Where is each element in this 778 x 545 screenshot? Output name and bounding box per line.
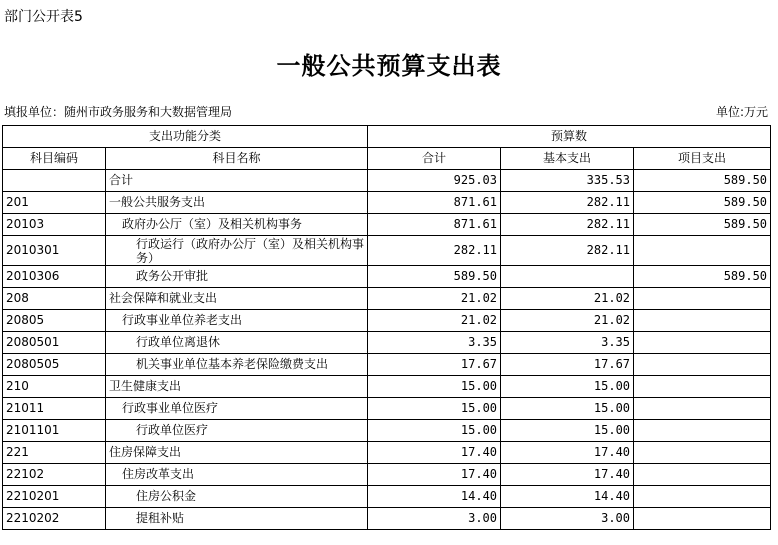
row-project: 589.50: [634, 192, 771, 214]
row-project: [634, 236, 771, 266]
table-row: [3, 214, 771, 236]
row-total: 17.40: [368, 464, 501, 486]
row-total: 15.00: [368, 420, 501, 442]
row-basic: 15.00: [501, 376, 634, 398]
row-total: 17.67: [368, 354, 501, 376]
row-name: 住房保障支出: [106, 442, 368, 464]
row-basic: 21.02: [501, 288, 634, 310]
row-name: 卫生健康支出: [106, 376, 368, 398]
row-name: 行政单位离退休: [106, 332, 368, 354]
row-code: 2210201: [3, 486, 106, 508]
row-basic: 17.67: [501, 354, 634, 376]
table-row: [3, 236, 771, 266]
header-code: 科目编码: [3, 148, 106, 170]
row-name: 一般公共服务支出: [106, 192, 368, 214]
row-project: [634, 354, 771, 376]
row-basic: 3.00: [501, 508, 634, 530]
table-row: [3, 288, 771, 310]
row-name: 机关事业单位基本养老保险缴费支出: [106, 354, 368, 376]
row-code: 2210202: [3, 508, 106, 530]
row-name: 合计: [106, 170, 368, 192]
header-name: 科目名称: [106, 148, 368, 170]
row-basic: 14.40: [501, 486, 634, 508]
row-basic: 282.11: [501, 214, 634, 236]
header-function-group: 支出功能分类: [3, 126, 368, 148]
header-budget-group: 预算数: [368, 126, 771, 148]
row-total: 15.00: [368, 376, 501, 398]
row-code: 210: [3, 376, 106, 398]
row-name: 政务公开审批: [106, 266, 368, 288]
row-name: 政府办公厅（室）及相关机构事务: [106, 214, 368, 236]
row-project: 589.50: [634, 266, 771, 288]
row-project: 589.50: [634, 170, 771, 192]
row-code: 208: [3, 288, 106, 310]
row-total: 21.02: [368, 310, 501, 332]
row-name: 行政运行（政府办公厅（室）及相关机构事务）: [106, 236, 368, 266]
row-name: 提租补贴: [106, 508, 368, 530]
row-code: 20805: [3, 310, 106, 332]
table-row: [3, 354, 771, 376]
currency-unit: 单位:万元: [715, 105, 768, 119]
table-row: [3, 486, 771, 508]
page-title: 一般公共预算支出表: [276, 51, 502, 80]
row-total: 871.61: [368, 214, 501, 236]
row-code: 2080505: [3, 354, 106, 376]
table-body: [3, 170, 771, 530]
row-project: [634, 420, 771, 442]
row-project: [634, 310, 771, 332]
row-code: 22102: [3, 464, 106, 486]
row-code: 21011: [3, 398, 106, 420]
row-code: 2010301: [3, 236, 106, 266]
row-project: [634, 442, 771, 464]
row-code: 221: [3, 442, 106, 464]
table-row: [3, 464, 771, 486]
row-total: 17.40: [368, 442, 501, 464]
row-project: [634, 288, 771, 310]
row-total: 871.61: [368, 192, 501, 214]
row-basic: 282.11: [501, 192, 634, 214]
row-total: 21.02: [368, 288, 501, 310]
header-project: 项目支出: [634, 148, 771, 170]
header-basic: 基本支出: [501, 148, 634, 170]
unit-info-row: [4, 103, 768, 120]
row-total: 3.35: [368, 332, 501, 354]
row-project: [634, 332, 771, 354]
row-code: 201: [3, 192, 106, 214]
row-project: [634, 376, 771, 398]
budget-table: [2, 125, 771, 530]
sheet-label: 部门公开表5: [4, 9, 83, 25]
row-basic: 17.40: [501, 442, 634, 464]
table-row: [3, 266, 771, 288]
row-name: 住房改革支出: [106, 464, 368, 486]
row-code: 2101101: [3, 420, 106, 442]
row-total: 14.40: [368, 486, 501, 508]
row-basic: 3.35: [501, 332, 634, 354]
row-total: 282.11: [368, 236, 501, 266]
row-basic: 335.53: [501, 170, 634, 192]
row-name: 行政事业单位养老支出: [106, 310, 368, 332]
row-total: 589.50: [368, 266, 501, 288]
row-code: [3, 170, 106, 192]
table-row: [3, 442, 771, 464]
table-row: [3, 332, 771, 354]
row-total: 925.03: [368, 170, 501, 192]
row-basic: 21.02: [501, 310, 634, 332]
row-code: 20103: [3, 214, 106, 236]
header-column-row: [3, 148, 771, 170]
table-row: [3, 376, 771, 398]
row-project: [634, 508, 771, 530]
header-group-row: [3, 126, 771, 148]
table-row: [3, 310, 771, 332]
table-row: [3, 420, 771, 442]
row-name: 住房公积金: [106, 486, 368, 508]
table-row: [3, 508, 771, 530]
table-row: [3, 398, 771, 420]
row-total: 15.00: [368, 398, 501, 420]
row-basic: 15.00: [501, 398, 634, 420]
row-name: 行政单位医疗: [106, 420, 368, 442]
row-basic: 15.00: [501, 420, 634, 442]
row-basic: 17.40: [501, 464, 634, 486]
row-project: [634, 464, 771, 486]
row-name: 社会保障和就业支出: [106, 288, 368, 310]
row-project: [634, 486, 771, 508]
filer-unit: 填报单位：随州市政务服务和大数据管理局: [4, 105, 233, 119]
row-project: 589.50: [634, 214, 771, 236]
row-basic: 282.11: [501, 236, 634, 266]
row-total: 3.00: [368, 508, 501, 530]
row-code: 2010306: [3, 266, 106, 288]
row-basic: [501, 266, 634, 288]
row-code: 2080501: [3, 332, 106, 354]
row-project: [634, 398, 771, 420]
table-row: [3, 170, 771, 192]
header-total: 合计: [368, 148, 501, 170]
table-row: [3, 192, 771, 214]
row-name: 行政事业单位医疗: [106, 398, 368, 420]
